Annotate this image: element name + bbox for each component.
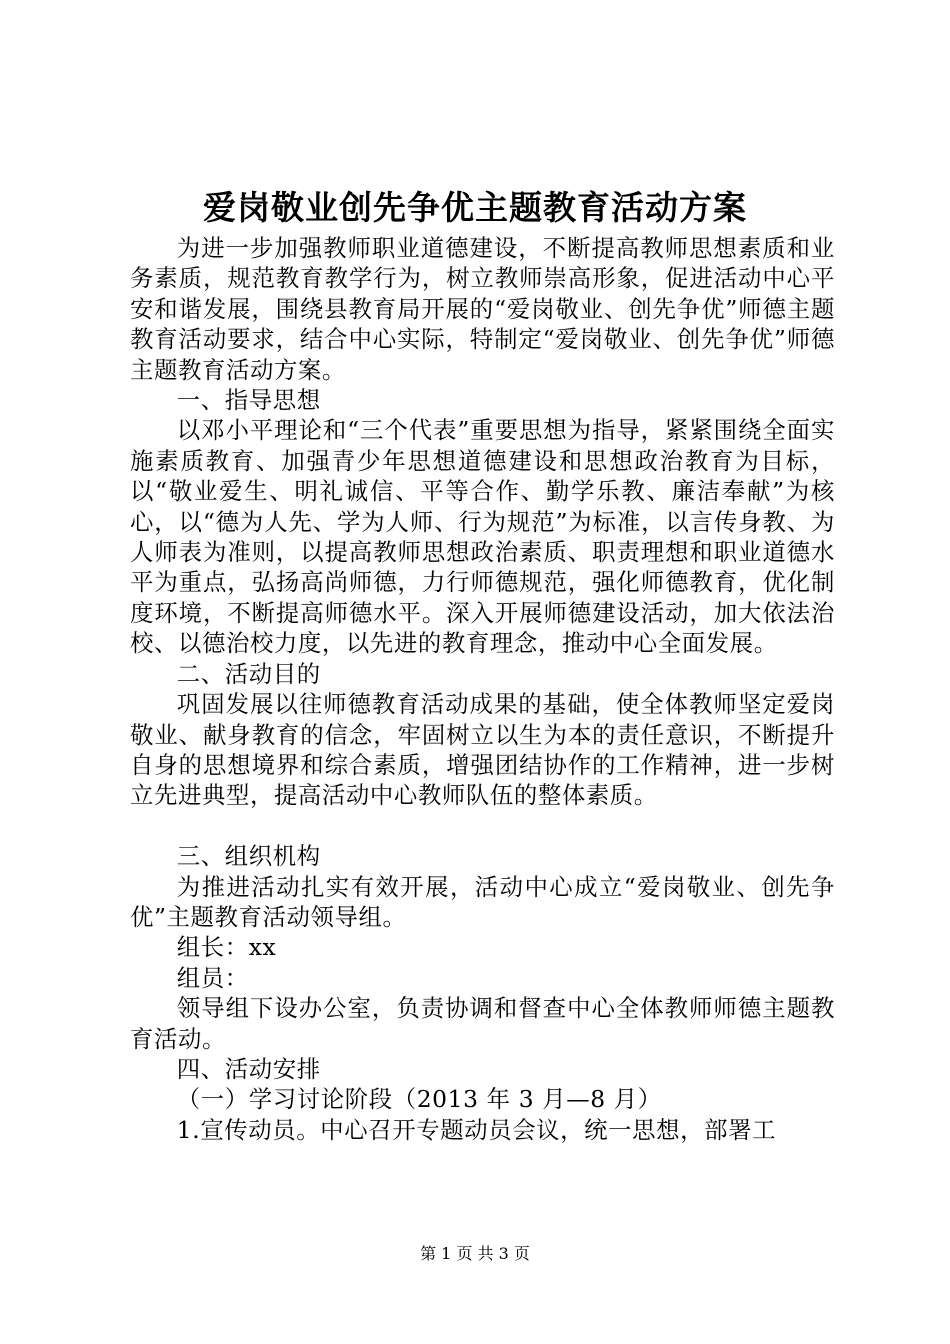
paragraph-group-members: 组员：	[176, 963, 249, 992]
heading-organization: 三、组织机构	[176, 842, 321, 871]
blank-line	[130, 811, 835, 841]
paragraph-activity-purpose: 巩固发展以往师德教育活动成果的基础，使全体教师坚定爱岗敬业、献身教育的信念，牢固树立以生为本的责任意识，不断提升自身的思想境界和综合素质，增强团结协作的工作精神，进一步树立先进典型，提高活动中心教师队伍的整体素质。	[130, 690, 835, 810]
document-title: 爱岗敬业创先争优主题教育活动方案	[203, 188, 747, 227]
subheading-study-phase: （一）学习讨论阶段（2013 年 3 月—8 月）	[176, 1085, 662, 1114]
paragraph-group-leader: 组长：xx	[176, 933, 277, 962]
document-body	[130, 233, 835, 1145]
heading-guiding-ideology: 一、指导思想	[176, 386, 321, 415]
paragraph-office: 领导组下设办公室，负责协调和督查中心全体教师师德主题教育活动。	[130, 994, 835, 1053]
heading-activity-arrangement: 四、活动安排	[176, 1054, 321, 1083]
paragraph-publicity: 1.宣传动员。中心召开专题动员会议，统一思想，部署工	[176, 1115, 777, 1144]
heading-activity-purpose: 二、活动目的	[176, 659, 321, 688]
paragraph-guiding-ideology: 以邓小平理论和“三个代表”重要思想为指导，紧紧围绕全面实施素质教育、加强青少年思想道德建设和思想政治教育为目标，以“敬业爱生、明礼诚信、平等合作、勤学乐教、廉洁奉献”为核心，以“德为人先、学为人师、行为规范”为标准，以言传身教、为人师表为准则，以提高教师思想政治素质、职责理想和职业道德水平为重点，弘扬高尚师德，力行师德规范，强化师德教育，优化制度环境，不断提高师德水平。深入开展师德建设活动，加大依法治校、以德治校力度，以先进的教育理念，推动中心全面发展。	[130, 416, 835, 658]
page-footer: 第 1 页 共 3 页	[420, 1244, 530, 1263]
paragraph-organization: 为推进活动扎实有效开展，活动中心成立“爱岗敬业、创先争优”主题教育活动领导组。	[130, 872, 835, 931]
paragraph-intro: 为进一步加强教师职业道德建设，不断提高教师思想素质和业务素质，规范教育教学行为，树立教师崇高形象，促进活动中心平安和谐发展，围绕县教育局开展的“爱岗敬业、创先争优”师德主题教育活动要求，结合中心实际，特制定“爱岗敬业、创先争优”师德主题教育活动方案。	[130, 234, 835, 384]
